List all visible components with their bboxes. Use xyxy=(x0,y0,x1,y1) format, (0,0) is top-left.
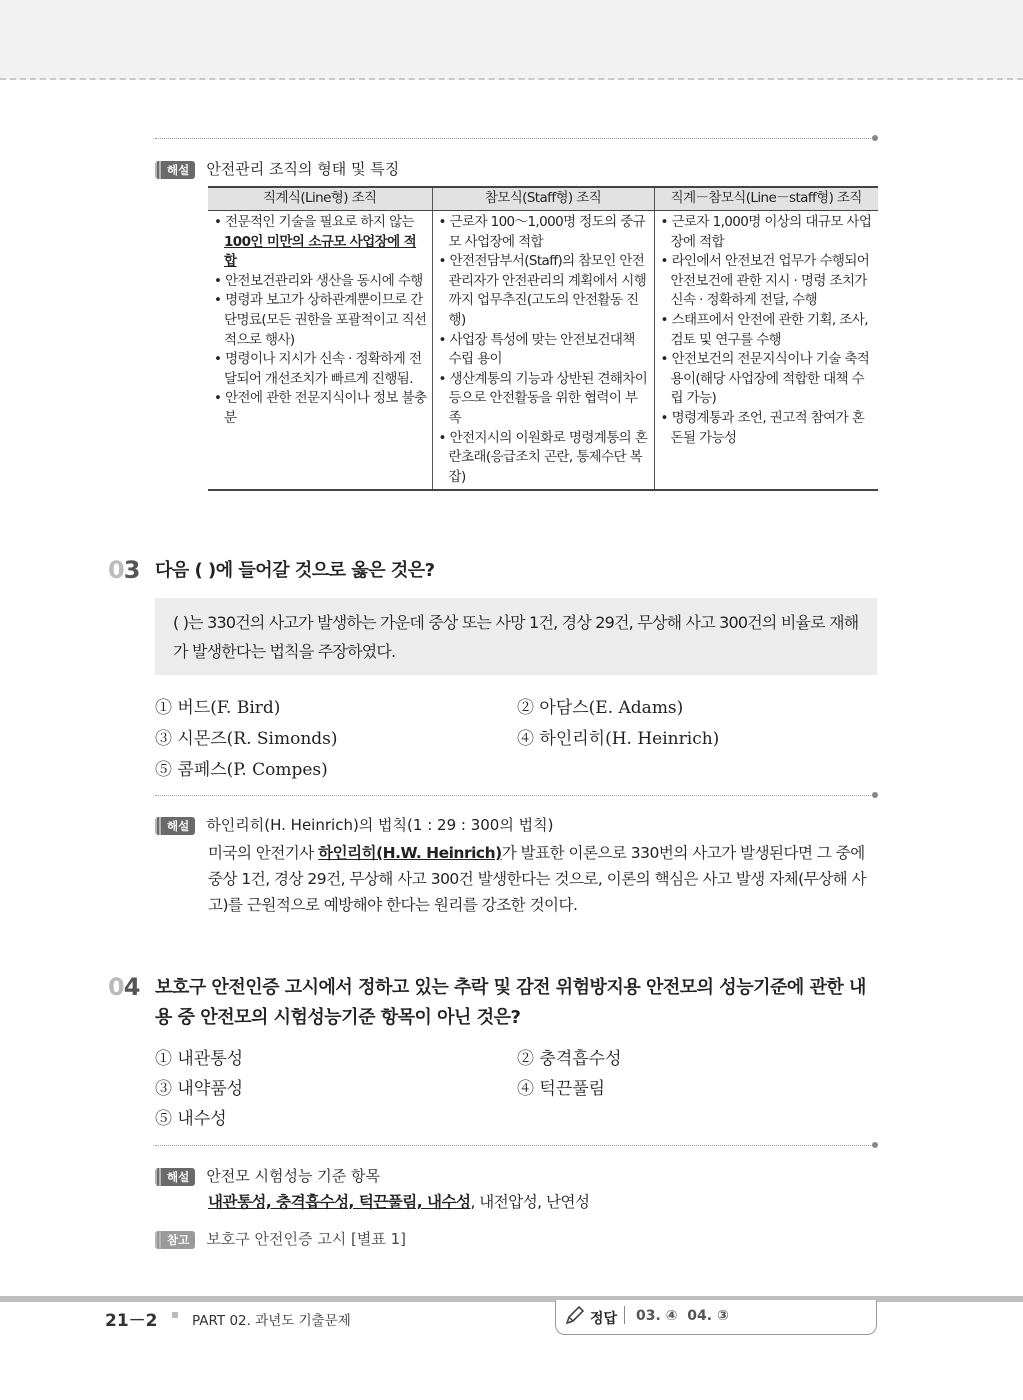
option-5[interactable]: ⑤ 내수성 xyxy=(155,1109,227,1129)
explanation-title: 하인리히(H. Heinrich)의 법칙(1 : 29 : 300의 법칙) xyxy=(206,816,554,834)
comparison-table xyxy=(208,186,878,491)
answer-values: 03. ④ 04. ③ xyxy=(636,1308,729,1324)
list-item: • 안전에 관한 전문지식이나 정보 불충분 xyxy=(212,389,428,428)
list-item: • 근로자 100～1,000명 정도의 중규모 사업장에 적합 xyxy=(437,213,650,252)
list-item: • 생산계통의 기능과 상반된 견해차이 등으로 안전활동을 위한 협력이 부족 xyxy=(437,370,650,429)
reference-badge: 참고 xyxy=(155,1231,195,1249)
list-item: • 명령과 보고가 상하관계뿐이므로 간단명료(모든 권한을 포괄적이고 직선적으로 행사) xyxy=(212,291,428,350)
question-number-04: 04 xyxy=(108,973,140,1001)
table-header: 직계식(Line형) 조직 xyxy=(208,187,432,211)
question-04-text: 보호구 안전인증 고시에서 정하고 있는 추락 및 감전 위험방지용 안전모의 성능기준에 관한 내용 중 안전모의 시험성능기준 항목이 아닌 것은? xyxy=(155,977,866,1028)
footer-square-icon xyxy=(172,1312,178,1318)
list-item: • 안전전담부서(Staff)의 참모인 안전관리자가 안전관리의 계획에서 시행까지 업무추진(고도의 안전활동 진행) xyxy=(437,252,650,330)
explanation-badge: 해설 xyxy=(155,1168,195,1186)
list-item: • 스태프에서 안전에 관한 기획, 조사, 검토 및 연구를 수행 xyxy=(659,311,875,350)
option-2[interactable]: ② 아담스(E. Adams) xyxy=(517,698,684,718)
option-4[interactable]: ④ 하인리히(H. Heinrich) xyxy=(517,729,720,749)
separator xyxy=(155,795,875,796)
list-item: • 안전지시의 이원화로 명령계통의 혼란초래(응급조치 곤란, 통제수단 복잡) xyxy=(437,429,650,488)
option-4[interactable]: ④ 턱끈풀림 xyxy=(517,1079,606,1099)
separator xyxy=(155,138,875,139)
footer-part: PART 02. 과년도 기출문제 xyxy=(192,1313,351,1329)
option-1[interactable]: ① 버드(F. Bird) xyxy=(155,698,281,718)
explanation-04-body: 내관통성, 충격흡수성, 턱끈풀림, 내수성, 내전압성, 난연성 xyxy=(208,1193,590,1211)
list-item: • 명령이나 지시가 신속 · 정확하게 전달되어 개선조치가 빠르게 진행됨. xyxy=(212,350,428,389)
table-cell-line xyxy=(208,211,432,491)
page-number: 21－2 xyxy=(105,1311,158,1331)
option-5[interactable]: ⑤ 콤페스(P. Compes) xyxy=(155,760,328,780)
pencil-icon xyxy=(564,1304,586,1330)
divider xyxy=(624,1306,625,1324)
comparison-table-wrap xyxy=(208,186,878,491)
option-1[interactable]: ① 내관통성 xyxy=(155,1049,244,1069)
answer-label: 정답 xyxy=(590,1311,618,1327)
option-3[interactable]: ③ 내약품성 xyxy=(155,1079,244,1099)
separator xyxy=(155,1145,875,1146)
table-cell-line-staff xyxy=(654,211,878,491)
explanation-badge: 해설 xyxy=(155,161,195,179)
reference-line xyxy=(155,1228,406,1249)
list-item: • 안전보건의 전문지식이나 기술 축적 용이(해당 사업장에 적합한 대책 수립 가능) xyxy=(659,350,875,409)
list-item: • 명령계통과 조언, 권고적 참여가 혼돈될 가능성 xyxy=(659,409,875,448)
table-header: 직계－참모식(Line－staff형) 조직 xyxy=(654,187,878,211)
reference-text: 보호구 안전인증 고시 [별표 1] xyxy=(206,1230,407,1248)
explanation-title: 안전모 시험성능 기준 항목 xyxy=(206,1167,381,1185)
answer-box xyxy=(555,1300,877,1335)
question-03-passage: ( )는 330건의 사고가 발생하는 가운데 중상 또는 사망 1건, 경상 29건, 무상해 사고 300건의 비율로 재해가 발생한다는 법칙을 주장하였다. xyxy=(155,598,877,675)
explanation-badge: 해설 xyxy=(155,817,195,835)
list-item: • 전문적인 기술을 필요로 하지 않는 100인 미만의 소규모 사업장에 적합 xyxy=(212,213,428,272)
top-band xyxy=(0,0,1023,80)
explanation-04-header xyxy=(155,1165,380,1186)
question-number-03: 03 xyxy=(108,556,140,584)
explanation-03-header xyxy=(155,814,553,835)
list-item: • 라인에서 안전보건 업무가 수행되어 안전보건에 관한 지시 · 명령 조치가 신속 · 정확하게 전달, 수행 xyxy=(659,252,875,311)
explanation-title: 안전관리 조직의 형태 및 특징 xyxy=(206,160,400,178)
explanation-03-body: 미국의 안전기사 하인리히(H.W. Heinrich)가 발표한 이론으로 330번의 사고가 발생된다면 그 중에 중상 1건, 경상 29건, 무상해 사고 300건 발생한다는 것으로, 이론의 핵심은 사고 발생 자체(무상해 사고)를 근원적으로 예방해야 한다는 원리를 강조한 것이다. xyxy=(208,844,867,914)
list-item: • 안전보건관리와 생산을 동시에 수행 xyxy=(212,272,428,292)
option-2[interactable]: ② 충격흡수성 xyxy=(517,1049,622,1069)
list-item: • 근로자 1,000명 이상의 대규모 사업장에 적합 xyxy=(659,213,875,252)
explanation-header xyxy=(155,158,399,179)
table-header: 참모식(Staff형) 조직 xyxy=(432,187,654,211)
option-3[interactable]: ③ 시몬즈(R. Simonds) xyxy=(155,729,338,749)
question-03-text: 다음 ( )에 들어갈 것으로 옳은 것은? xyxy=(155,560,435,581)
table-cell-staff xyxy=(432,211,654,491)
list-item: • 사업장 특성에 맞는 안전보건대책 수립 용이 xyxy=(437,331,650,370)
